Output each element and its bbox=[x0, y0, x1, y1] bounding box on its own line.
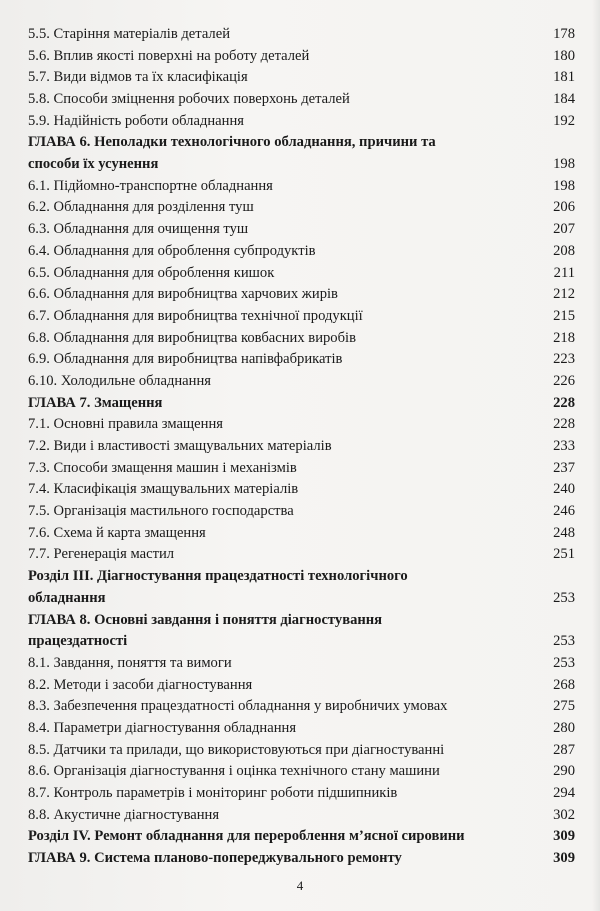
toc-heading-line2 bbox=[28, 154, 575, 176]
toc-entry bbox=[28, 805, 575, 827]
toc-page-number: 287 bbox=[553, 741, 575, 758]
toc-page-number: 233 bbox=[553, 438, 575, 455]
toc-entry bbox=[28, 67, 575, 89]
toc-page-number: 198 bbox=[553, 177, 575, 194]
toc-entry-title: 6.9. Обладнання для виробництва напівфабрикатів bbox=[28, 351, 343, 368]
toc-entry-title: 5.9. Надійність роботи обладнання bbox=[28, 112, 244, 129]
toc-entry-title: 6.3. Обладнання для очищення туш bbox=[28, 221, 249, 238]
toc-heading bbox=[28, 826, 575, 848]
toc-page-number: 275 bbox=[553, 698, 575, 715]
toc-entry-title: 7.6. Схема й карта змащення bbox=[28, 524, 206, 541]
toc-heading bbox=[28, 393, 575, 415]
toc-entry bbox=[28, 24, 575, 46]
toc-page-number: 228 bbox=[553, 394, 575, 411]
toc-page-number: 218 bbox=[553, 329, 575, 346]
toc-heading-title-line2: працездатності bbox=[28, 633, 128, 650]
toc-entry-title: 8.5. Датчики та прилади, що використовуються при діагностуванні bbox=[28, 741, 445, 758]
toc-entry-title: 6.1. Підйомно-транспортне обладнання bbox=[28, 177, 273, 194]
toc-entry bbox=[28, 675, 575, 697]
toc-entry-title: 6.7. Обладнання для виробництва технічної продукції bbox=[28, 307, 363, 324]
table-of-contents bbox=[28, 24, 575, 870]
toc-page-number: 226 bbox=[553, 372, 575, 389]
toc-entry-title: 7.7. Регенерація мастил bbox=[28, 546, 175, 563]
toc-entry-title: 8.6. Організація діагностування і оцінка технічного стану машини bbox=[28, 763, 440, 780]
toc-entry bbox=[28, 198, 575, 220]
toc-page-number: 184 bbox=[553, 91, 575, 108]
toc-entry-title: 6.8. Обладнання для виробництва ковбасних виробів bbox=[28, 329, 356, 346]
toc-entry-title: 8.8. Акустичне діагностування bbox=[28, 806, 220, 823]
page-number: 4 bbox=[296, 878, 304, 893]
toc-page-number: 253 bbox=[553, 654, 575, 671]
toc-heading-title-line1: Розділ III. Діагностування працездатності технологічного bbox=[28, 568, 408, 585]
toc-entry bbox=[28, 176, 575, 198]
toc-entry-title: 7.5. Організація мастильного господарства bbox=[28, 503, 294, 520]
toc-entry bbox=[28, 241, 575, 263]
toc-entry bbox=[28, 545, 575, 567]
toc-entry bbox=[28, 371, 575, 393]
toc-entry-title: 6.5. Обладнання для оброблення кишок bbox=[28, 264, 275, 281]
toc-entry bbox=[28, 263, 575, 285]
toc-page-number: 246 bbox=[553, 503, 575, 520]
page-edge-shadow bbox=[592, 0, 600, 911]
toc-heading-line2 bbox=[28, 588, 575, 610]
toc-page-number: 206 bbox=[553, 199, 575, 216]
toc-page-number: 178 bbox=[553, 25, 575, 42]
toc-entry bbox=[28, 414, 575, 436]
toc-page-number: 309 bbox=[553, 850, 575, 867]
toc-page-number: 240 bbox=[553, 481, 575, 498]
toc-heading bbox=[28, 610, 575, 653]
toc-page-number: 251 bbox=[553, 546, 575, 563]
toc-entry bbox=[28, 349, 575, 371]
toc-entry-title: 6.2. Обладнання для розділення туш bbox=[28, 199, 254, 216]
toc-page-number: 228 bbox=[553, 416, 575, 433]
toc-heading-title-line2: обладнання bbox=[28, 589, 106, 606]
toc-page-number: 302 bbox=[553, 806, 575, 823]
toc-page-number: 280 bbox=[553, 719, 575, 736]
toc-entry-title: 5.6. Вплив якості поверхні на роботу деталей bbox=[28, 47, 310, 64]
toc-entry bbox=[28, 740, 575, 762]
toc-page-number: 198 bbox=[553, 156, 575, 173]
toc-entry bbox=[28, 89, 575, 111]
toc-heading-title-line2: способи їх усунення bbox=[28, 156, 159, 173]
toc-entry-title: 8.2. Методи і засоби діагностування bbox=[28, 676, 253, 693]
toc-entry-title: 7.4. Класифікація змащувальних матеріалів bbox=[28, 481, 299, 498]
toc-page-number: 180 bbox=[553, 47, 575, 64]
toc-page-number: 223 bbox=[553, 351, 575, 368]
toc-heading-title-line1: ГЛАВА 6. Неполадки технологічного обладнання, причини та bbox=[28, 134, 436, 151]
toc-entry-title: 5.7. Види відмов та їх класифікація bbox=[28, 69, 248, 86]
toc-page-number: 208 bbox=[553, 242, 575, 259]
toc-entry bbox=[28, 761, 575, 783]
toc-entry bbox=[28, 479, 575, 501]
toc-heading bbox=[28, 566, 575, 609]
toc-entry bbox=[28, 219, 575, 241]
toc-page-number: 215 bbox=[553, 307, 575, 324]
toc-entry bbox=[28, 306, 575, 328]
toc-page-number: 212 bbox=[553, 286, 575, 303]
toc-entry-title: ГЛАВА 7. Змащення bbox=[28, 394, 163, 411]
toc-page-number: 211 bbox=[553, 264, 575, 281]
toc-entry bbox=[28, 284, 575, 306]
toc-entry-title: 6.10. Холодильне обладнання bbox=[28, 372, 211, 389]
toc-page-number: 253 bbox=[553, 633, 575, 650]
toc-entry bbox=[28, 46, 575, 68]
toc-page-number: 268 bbox=[553, 676, 575, 693]
toc-page-number: 248 bbox=[553, 524, 575, 541]
toc-entry-title: 6.6. Обладнання для виробництва харчових жирів bbox=[28, 286, 338, 303]
toc-entry-title: 7.3. Способи змащення машин і механізмів bbox=[28, 459, 297, 476]
toc-entry-title: 8.4. Параметри діагностування обладнання bbox=[28, 719, 297, 736]
toc-entry-title: 7.1. Основні правила змащення bbox=[28, 416, 223, 433]
toc-entry-title: 7.2. Види і властивості змащувальних матеріалів bbox=[28, 438, 332, 455]
toc-entry bbox=[28, 696, 575, 718]
toc-heading-title-line1: ГЛАВА 8. Основні завдання і поняття діагностування bbox=[28, 611, 383, 628]
toc-page-number: 290 bbox=[553, 763, 575, 780]
toc-entry-title: 5.5. Старіння матеріалів деталей bbox=[28, 25, 231, 42]
toc-entry-title: 6.4. Обладнання для оброблення субпродуктів bbox=[28, 242, 316, 259]
toc-entry bbox=[28, 458, 575, 480]
toc-entry bbox=[28, 328, 575, 350]
toc-entry bbox=[28, 718, 575, 740]
toc-entry bbox=[28, 653, 575, 675]
toc-entry-title: ГЛАВА 9. Система планово-попереджувального ремонту bbox=[28, 850, 402, 867]
toc-page-number: 207 bbox=[553, 221, 575, 238]
toc-entry bbox=[28, 111, 575, 133]
toc-entry bbox=[28, 501, 575, 523]
toc-entry-title: 8.1. Завдання, поняття та вимоги bbox=[28, 654, 232, 671]
toc-entry-title: 8.3. Забезпечення працездатності обладнання у виробничих умовах bbox=[28, 698, 448, 715]
toc-heading bbox=[28, 132, 575, 175]
toc-entry bbox=[28, 436, 575, 458]
toc-page-number: 237 bbox=[553, 459, 575, 476]
toc-entry-title: 8.7. Контроль параметрів і моніторинг роботи підшипників bbox=[28, 785, 398, 802]
toc-heading-line2 bbox=[28, 631, 575, 653]
toc-page-number: 192 bbox=[553, 112, 575, 129]
toc-page-number: 181 bbox=[553, 69, 575, 86]
toc-entry-title: Розділ IV. Ремонт обладнання для перероблення м’ясної сировини bbox=[28, 828, 465, 845]
toc-page-number: 253 bbox=[553, 589, 575, 606]
toc-page-number: 294 bbox=[553, 785, 575, 802]
toc-entry-title: 5.8. Способи зміцнення робочих поверхонь деталей bbox=[28, 91, 350, 108]
toc-page-number: 309 bbox=[553, 828, 575, 845]
toc-heading bbox=[28, 848, 575, 870]
toc-entry bbox=[28, 523, 575, 545]
toc-entry bbox=[28, 783, 575, 805]
